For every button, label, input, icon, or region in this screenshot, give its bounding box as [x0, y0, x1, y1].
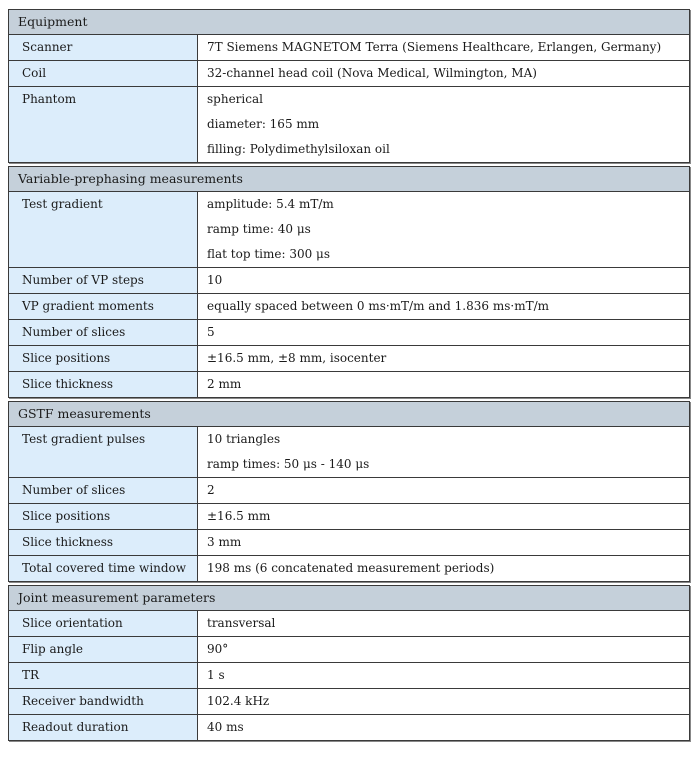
row-value: ramp times: 50 μs - 140 μs	[207, 457, 370, 471]
row-value: amplitude: 5.4 mT/m	[207, 197, 334, 211]
row-label-cell	[9, 268, 198, 293]
row-label: Slice orientation	[22, 616, 123, 630]
table-row	[9, 714, 689, 740]
row-value-cell	[198, 346, 689, 371]
row-label-cell	[9, 530, 198, 555]
row-value-cell	[198, 35, 689, 60]
row-label: VP gradient moments	[22, 299, 154, 313]
row-value-cell	[198, 192, 689, 267]
row-label: Test gradient pulses	[22, 432, 146, 446]
table-row	[9, 319, 689, 345]
row-value: spherical	[207, 92, 263, 106]
row-value: 5	[207, 325, 215, 339]
row-value: 90°	[207, 642, 229, 656]
row-label-cell	[9, 87, 198, 162]
row-label: Number of slices	[22, 483, 126, 497]
table-row	[9, 192, 689, 267]
row-label: TR	[22, 668, 40, 682]
table-row	[9, 427, 689, 477]
table-row	[9, 611, 689, 636]
table-row	[9, 555, 689, 581]
row-value: ramp time: 40 μs	[207, 222, 311, 236]
row-label: Coil	[22, 66, 47, 80]
row-value-cell	[198, 294, 689, 319]
row-label: Scanner	[22, 40, 73, 54]
row-label-cell	[9, 611, 198, 636]
row-value-cell	[198, 87, 689, 162]
row-value-cell	[198, 689, 689, 714]
row-value-cell	[198, 637, 689, 662]
table-row	[9, 345, 689, 371]
table-row	[9, 662, 689, 688]
row-label-cell	[9, 35, 198, 60]
row-value: ±16.5 mm	[207, 509, 271, 523]
row-label: Test gradient	[22, 197, 103, 211]
table-row	[9, 267, 689, 293]
table-row	[9, 60, 689, 86]
table-row	[9, 293, 689, 319]
row-value-cell	[198, 61, 689, 86]
row-value: filling: Polydimethylsiloxan oil	[207, 142, 390, 156]
row-value: 2	[207, 483, 215, 497]
row-label: Number of slices	[22, 325, 126, 339]
row-value: ±16.5 mm, ±8 mm, isocenter	[207, 351, 387, 365]
table-row	[9, 371, 689, 397]
table-row	[9, 477, 689, 503]
row-label: Number of VP steps	[22, 273, 144, 287]
row-value-cell	[198, 611, 689, 636]
table-row	[9, 86, 689, 162]
section-header: Variable-prephasing measurements	[9, 167, 689, 192]
row-label-cell	[9, 504, 198, 529]
table-row	[9, 529, 689, 555]
row-value-cell	[198, 478, 689, 503]
section-header: Equipment	[9, 10, 689, 35]
row-value: 7T Siemens MAGNETOM Terra (Siemens Healthcare, Erlangen, Germany)	[207, 40, 662, 54]
row-label-cell	[9, 294, 198, 319]
row-value: 32-channel head coil (Nova Medical, Wilmington, MA)	[207, 66, 537, 80]
table-row	[9, 503, 689, 529]
row-value: 40 ms	[207, 720, 244, 734]
table-section	[8, 9, 690, 163]
row-value: equally spaced between 0 ms·mT/m and 1.836 ms·mT/m	[207, 299, 549, 313]
row-label-cell	[9, 346, 198, 371]
row-value: transversal	[207, 616, 276, 630]
table-section	[8, 585, 690, 741]
row-label-cell	[9, 478, 198, 503]
row-label: Slice thickness	[22, 377, 114, 391]
row-label: Receiver bandwidth	[22, 694, 144, 708]
row-label-cell	[9, 320, 198, 345]
row-label: Slice positions	[22, 351, 111, 365]
row-value-cell	[198, 663, 689, 688]
row-value: flat top time: 300 μs	[207, 247, 331, 261]
parameters-table	[8, 9, 690, 744]
table-row	[9, 636, 689, 662]
row-label: Slice thickness	[22, 535, 114, 549]
row-label: Slice positions	[22, 509, 111, 523]
row-label: Readout duration	[22, 720, 129, 734]
table-row	[9, 688, 689, 714]
row-value: 1 s	[207, 668, 225, 682]
row-value-cell	[198, 372, 689, 397]
table-row	[9, 35, 689, 60]
table-section	[8, 401, 690, 582]
row-value-cell	[198, 320, 689, 345]
row-label-cell	[9, 192, 198, 267]
section-header: Joint measurement parameters	[9, 586, 689, 611]
row-value-cell	[198, 556, 689, 581]
row-value-cell	[198, 427, 689, 477]
row-value-cell	[198, 530, 689, 555]
row-label: Flip angle	[22, 642, 84, 656]
row-value: 3 mm	[207, 535, 242, 549]
row-value: 2 mm	[207, 377, 242, 391]
row-value-cell	[198, 504, 689, 529]
row-value-cell	[198, 715, 689, 740]
row-label-cell	[9, 372, 198, 397]
row-value: 198 ms (6 concatenated measurement periods)	[207, 561, 495, 575]
row-label-cell	[9, 61, 198, 86]
row-label-cell	[9, 637, 198, 662]
row-label-cell	[9, 689, 198, 714]
row-label-cell	[9, 663, 198, 688]
row-value: 102.4 kHz	[207, 694, 270, 708]
row-label-cell	[9, 556, 198, 581]
row-value: 10	[207, 273, 223, 287]
row-label: Phantom	[22, 92, 77, 106]
table-section	[8, 166, 690, 398]
row-label-cell	[9, 427, 198, 477]
row-label: Total covered time window	[22, 561, 187, 575]
row-value-cell	[198, 268, 689, 293]
section-header: GSTF measurements	[9, 402, 689, 427]
row-label-cell	[9, 715, 198, 740]
row-value: diameter: 165 mm	[207, 117, 320, 131]
row-value: 10 triangles	[207, 432, 281, 446]
